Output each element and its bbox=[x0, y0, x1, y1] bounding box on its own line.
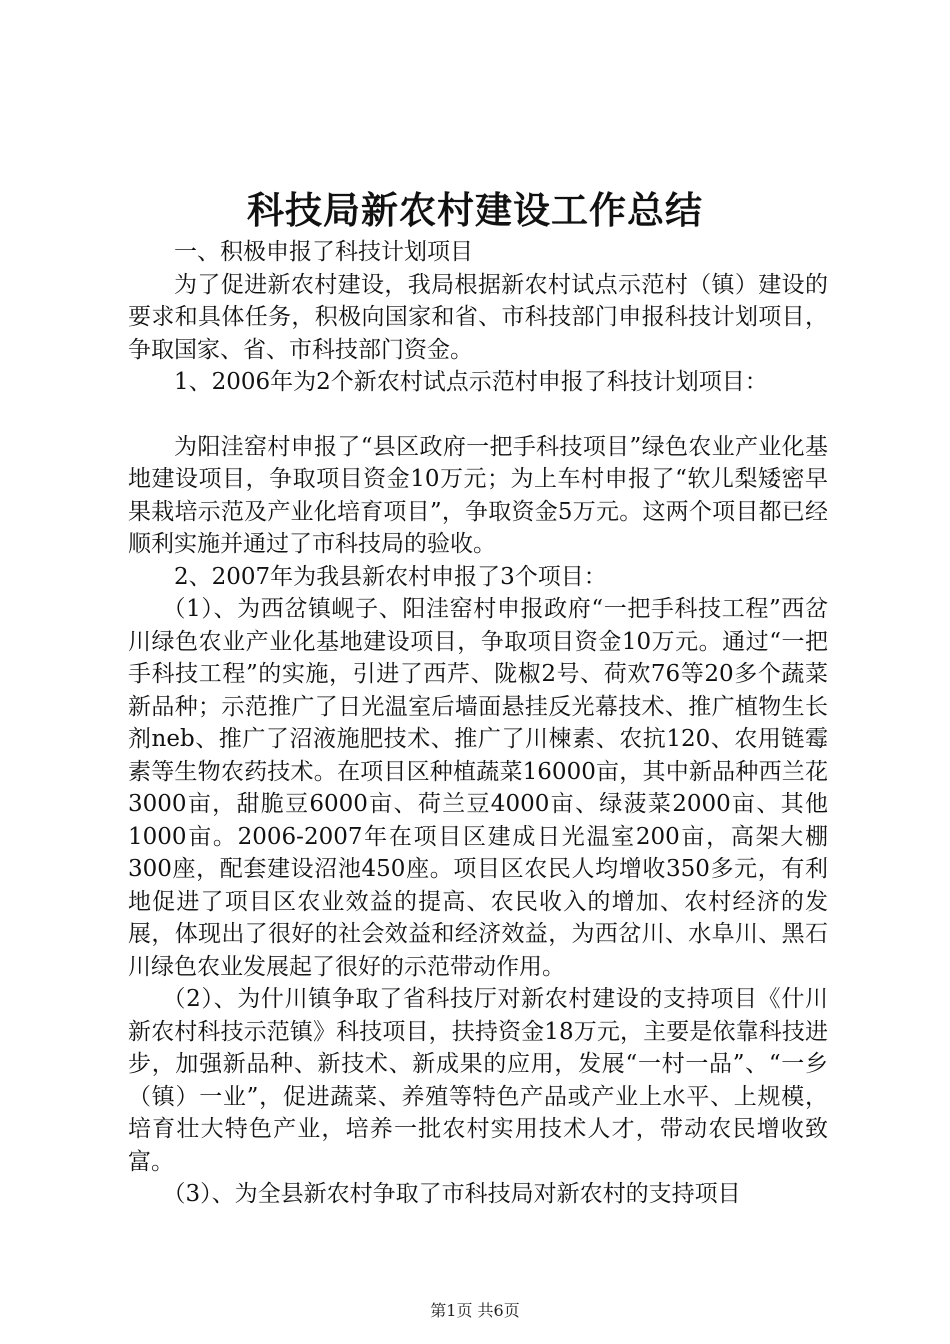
paragraph-2006-detail: 为阳洼窑村申报了“县区政府一把手科技项目”绿色农业产业化基地建设项目，争取项目资金10万元；为上车村申报了“软儿梨矮密早果栽培示范及产业化培育项目”，争取资金5万元。这两个项目都已经顺利实施并通过了市科技局的验收。 bbox=[128, 433, 828, 557]
paragraph-item-2006: 1、2006年为2个新农村试点示范村申报了科技计划项目： bbox=[174, 369, 768, 395]
document-body bbox=[128, 236, 828, 1211]
paragraph-item-2007: 2、2007年为我县新农村申报了3个项目： bbox=[174, 563, 607, 590]
paragraph-project-3: （3）、为全县新农村争取了市科技局对新农村的支持项目 bbox=[162, 1181, 741, 1207]
paragraph-intro: 为了促进新农村建设，我局根据新农村试点示范村（镇）建设的要求和具体任务，积极向国家和省、市科技部门申报科技计划项目，争取国家、省、市科技部门资金。 bbox=[128, 271, 828, 363]
page-footer: 第1页 共6页 bbox=[430, 1301, 520, 1320]
section-heading: 一、积极申报了科技计划项目 bbox=[174, 239, 473, 265]
paragraph-project-1: （1）、为西岔镇岘子、阳洼窑村申报政府“一把手科技工程”西岔川绿色农业产业化基地建设项目，争取项目资金10万元。通过“一把手科技工程”的实施，引进了西芹、陇椒2号、荷欢76等20多个蔬菜新品种；示范推广了日光温室后墙面悬挂反光幕技术、推广植物生长剂neb、推广了沼液施肥技术、推广了川楝素、农抗120、农用链霉素等生物农药技术。在项目区种植蔬菜16000亩，其中新品种西兰花3000亩，甜脆豆6000亩、荷兰豆4000亩、绿菠菜2000亩、其他1000亩。2006-2007年在项目区建成日光温室200亩，高架大棚300座，配套建设沼池450座。项目区农民人均增收350多元，有利地促进了项目区农业效益的提高、农民收入的增加、农村经济的发展，体现出了很好的社会效益和经济效益，为西岔川、水阜川、黑石川绿色农业发展起了很好的示范带动作用。 bbox=[128, 596, 828, 980]
paragraph-project-2: （2）、为什川镇争取了省科技厅对新农村建设的支持项目《什川新农村科技示范镇》科技项目，扶持资金18万元，主要是依靠科技进步，加强新品种、新技术、新成果的应用，发展“一村一品”、“一乡（镇）一业”，促进蔬菜、养殖等特色产品或产业上水平、上规模，培育壮大特色产业，培养一批农村实用技术人才，带动农民增收致富。 bbox=[128, 986, 828, 1175]
document-title: 科技局新农村建设工作总结 bbox=[247, 188, 703, 232]
